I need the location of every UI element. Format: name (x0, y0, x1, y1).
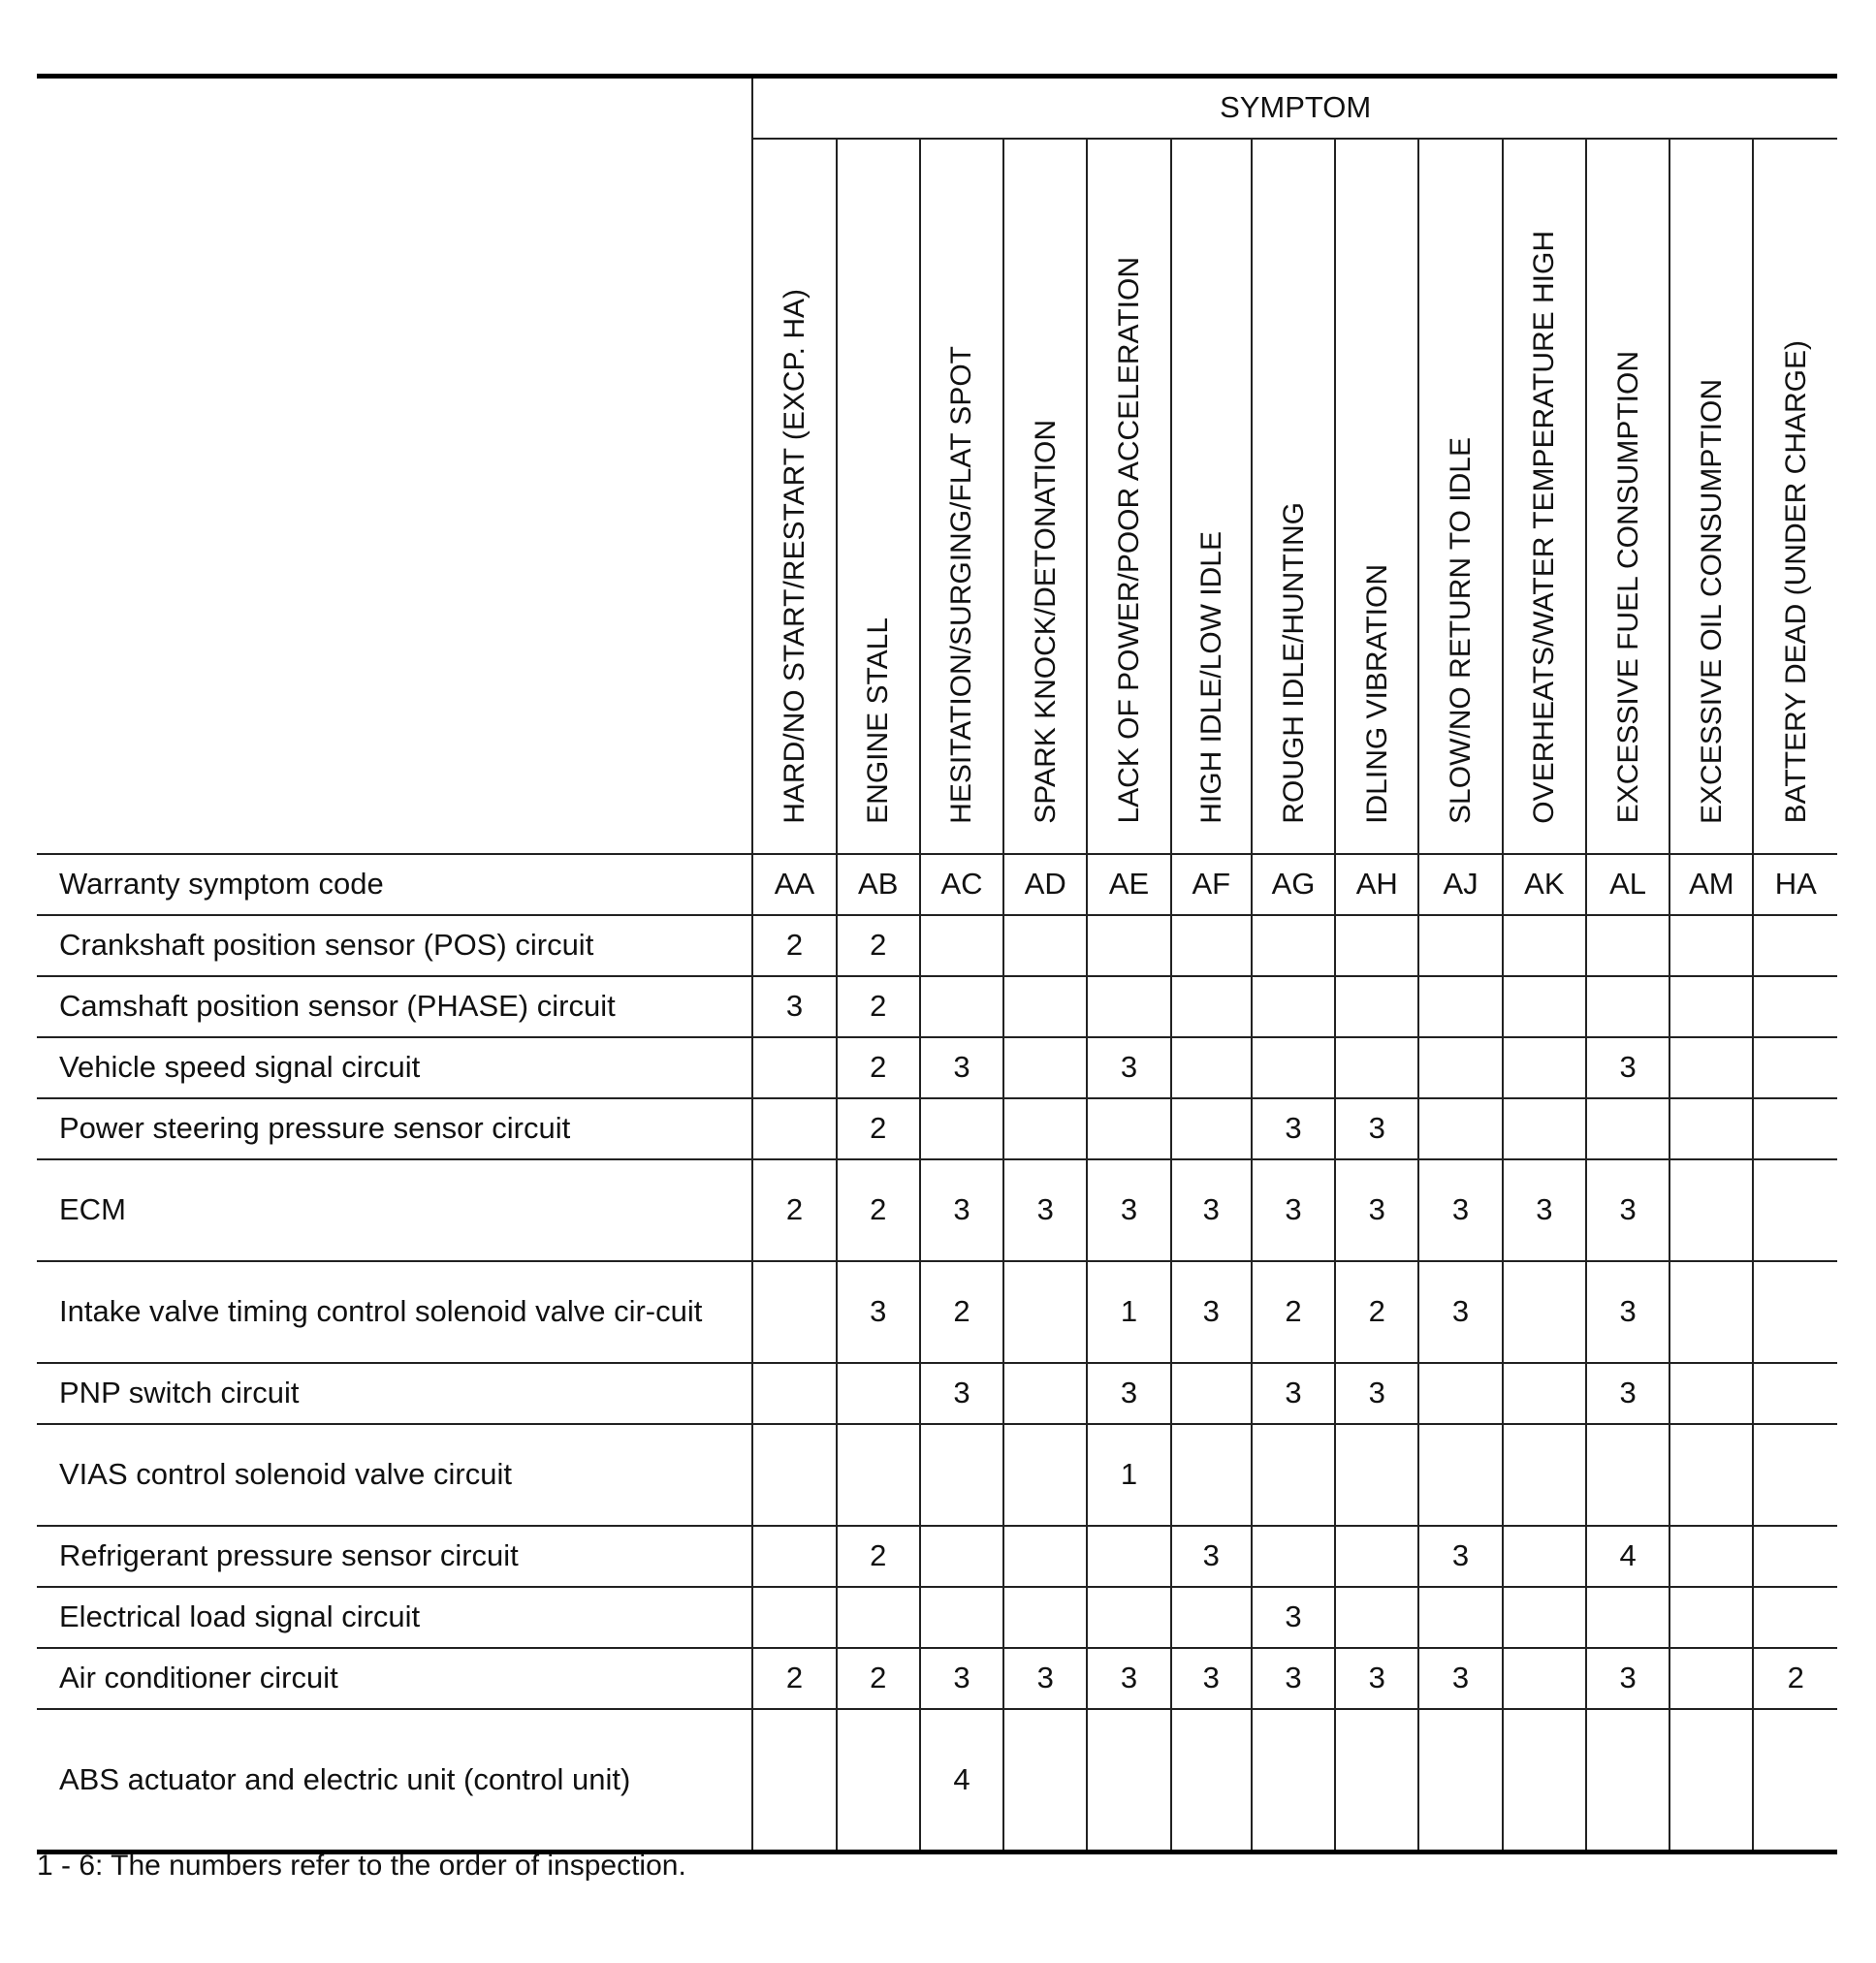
table-row (37, 1037, 1837, 1098)
inspection-order-cell (1087, 915, 1170, 976)
inspection-order-cell: 2 (837, 1526, 920, 1587)
symptom-name: EXCESSIVE OIL CONSUMPTION (1695, 378, 1728, 824)
symptom-name: IDLING VIBRATION (1360, 563, 1393, 824)
inspection-order-cell (1418, 915, 1502, 976)
inspection-order-cell (1669, 1261, 1753, 1363)
inspection-order-cell (1753, 915, 1837, 976)
inspection-order-cell (1335, 1037, 1418, 1098)
inspection-order-cell: 2 (837, 1648, 920, 1709)
footnote: 1 - 6: The numbers refer to the order of inspection. (37, 1850, 686, 1882)
row-label: VIAS control solenoid valve circuit (37, 1424, 752, 1526)
inspection-order-cell: 3 (1252, 1098, 1335, 1159)
inspection-order-cell (1503, 1424, 1586, 1526)
inspection-order-cell: 3 (1087, 1037, 1170, 1098)
inspection-order-cell (1669, 1424, 1753, 1526)
inspection-order-cell: 2 (837, 1037, 920, 1098)
symptom-name: HARD/NO START/RESTART (EXCP. HA) (778, 288, 811, 824)
inspection-order-cell (1586, 1709, 1669, 1852)
inspection-order-cell (920, 1098, 1003, 1159)
inspection-order-cell: 3 (1171, 1648, 1252, 1709)
inspection-order-cell: 2 (837, 1098, 920, 1159)
symptom-code: AM (1669, 854, 1753, 915)
inspection-order-cell: 3 (1418, 1261, 1502, 1363)
inspection-order-cell (1503, 1587, 1586, 1648)
symptom-header (1335, 139, 1418, 854)
inspection-order-cell (1171, 1098, 1252, 1159)
symptom-name: SPARK KNOCK/DETONATION (1029, 419, 1062, 824)
inspection-order-cell (837, 1363, 920, 1424)
symptom-name: HESITATION/SURGING/FLAT SPOT (945, 345, 978, 824)
inspection-order-cell: 3 (1586, 1363, 1669, 1424)
inspection-order-cell (837, 1424, 920, 1526)
inspection-order-cell (752, 1424, 836, 1526)
inspection-order-cell (1669, 1159, 1753, 1261)
inspection-order-cell: 3 (1171, 1526, 1252, 1587)
inspection-order-cell (1669, 976, 1753, 1037)
inspection-order-cell (920, 1526, 1003, 1587)
inspection-order-cell (1586, 1587, 1669, 1648)
symptom-name: EXCESSIVE FUEL CONSUMPTION (1611, 351, 1644, 824)
inspection-order-cell: 3 (1586, 1261, 1669, 1363)
table-row (37, 1587, 1837, 1648)
inspection-order-cell: 2 (1252, 1261, 1335, 1363)
warranty-code-row (37, 854, 1837, 915)
inspection-order-cell (1669, 1709, 1753, 1852)
inspection-order-cell (1669, 1648, 1753, 1709)
symptom-name: SLOW/NO RETURN TO IDLE (1445, 436, 1478, 824)
symptom-code: AL (1586, 854, 1669, 915)
inspection-order-cell: 3 (1418, 1648, 1502, 1709)
symptom-name: ENGINE STALL (862, 617, 895, 824)
inspection-order-cell (752, 1526, 836, 1587)
inspection-order-cell: 2 (752, 1159, 836, 1261)
inspection-order-cell (1335, 1526, 1418, 1587)
inspection-order-cell: 3 (1003, 1159, 1087, 1261)
inspection-order-cell (1753, 1424, 1837, 1526)
row-label: Vehicle speed signal circuit (37, 1037, 752, 1098)
inspection-order-cell (1003, 976, 1087, 1037)
symptom-name: BATTERY DEAD (UNDER CHARGE) (1779, 340, 1812, 824)
table-row (37, 1363, 1837, 1424)
inspection-order-cell (1252, 1526, 1335, 1587)
inspection-order-cell (1503, 1037, 1586, 1098)
inspection-order-cell (1753, 1709, 1837, 1852)
inspection-order-cell (1503, 1098, 1586, 1159)
inspection-order-cell (1252, 1037, 1335, 1098)
inspection-order-cell (752, 1363, 836, 1424)
symptom-name: OVERHEATS/WATER TEMPERATURE HIGH (1528, 230, 1561, 824)
inspection-order-cell (1003, 1587, 1087, 1648)
inspection-order-cell (1003, 1424, 1087, 1526)
inspection-order-cell (920, 1587, 1003, 1648)
inspection-order-cell (752, 1587, 836, 1648)
inspection-order-cell (1087, 1587, 1170, 1648)
inspection-order-cell: 3 (1087, 1648, 1170, 1709)
symptom-header (837, 139, 920, 854)
inspection-order-cell (1171, 1587, 1252, 1648)
symptom-code: AA (752, 854, 836, 915)
inspection-order-cell (1669, 1587, 1753, 1648)
inspection-order-cell (1252, 915, 1335, 976)
inspection-order-cell (1171, 1037, 1252, 1098)
inspection-order-cell (752, 1037, 836, 1098)
inspection-order-cell (1171, 1363, 1252, 1424)
inspection-order-cell: 3 (920, 1037, 1003, 1098)
symptom-group-row (37, 77, 1837, 140)
inspection-order-cell: 3 (1171, 1159, 1252, 1261)
symptom-code: HA (1753, 854, 1837, 915)
inspection-order-cell (1503, 1526, 1586, 1587)
inspection-order-cell (1252, 976, 1335, 1037)
inspection-order-cell (1171, 1709, 1252, 1852)
inspection-order-cell (1418, 1587, 1502, 1648)
inspection-order-cell: 3 (1335, 1098, 1418, 1159)
inspection-order-cell: 1 (1087, 1424, 1170, 1526)
inspection-order-cell (1503, 976, 1586, 1037)
corner-blank (37, 77, 752, 855)
symptom-code: AJ (1418, 854, 1502, 915)
symptom-header (1503, 139, 1586, 854)
symptom-code: AD (1003, 854, 1087, 915)
inspection-order-cell (1753, 1159, 1837, 1261)
inspection-order-cell (1003, 1363, 1087, 1424)
table-row (37, 1261, 1837, 1363)
inspection-order-cell: 2 (1753, 1648, 1837, 1709)
inspection-order-cell (1003, 915, 1087, 976)
inspection-order-cell (1418, 976, 1502, 1037)
inspection-order-cell (1418, 1037, 1502, 1098)
inspection-order-cell (1335, 1587, 1418, 1648)
diagnosis-matrix (37, 74, 1837, 1854)
inspection-order-cell: 4 (920, 1709, 1003, 1852)
inspection-order-cell: 3 (1586, 1159, 1669, 1261)
inspection-order-cell (1669, 1526, 1753, 1587)
inspection-order-cell: 4 (1586, 1526, 1669, 1587)
inspection-order-cell (1087, 1098, 1170, 1159)
row-label: PNP switch circuit (37, 1363, 752, 1424)
row-label: Electrical load signal circuit (37, 1587, 752, 1648)
inspection-order-cell: 3 (1087, 1159, 1170, 1261)
inspection-order-cell: 2 (837, 1159, 920, 1261)
inspection-order-cell (1503, 1648, 1586, 1709)
inspection-order-cell (1586, 1098, 1669, 1159)
row-label: Intake valve timing control solenoid valve cir-cuit (37, 1261, 752, 1363)
inspection-order-cell (1335, 915, 1418, 976)
inspection-order-cell (1753, 1261, 1837, 1363)
inspection-order-cell: 3 (1586, 1648, 1669, 1709)
inspection-order-cell (1586, 915, 1669, 976)
inspection-order-cell: 3 (920, 1159, 1003, 1261)
symptom-code: AG (1252, 854, 1335, 915)
inspection-order-cell (1171, 976, 1252, 1037)
inspection-order-cell: 3 (1252, 1363, 1335, 1424)
inspection-order-cell (1003, 1709, 1087, 1852)
table-row (37, 1159, 1837, 1261)
inspection-order-cell (920, 915, 1003, 976)
inspection-order-cell (1669, 1363, 1753, 1424)
inspection-order-cell (1753, 1037, 1837, 1098)
inspection-order-cell: 3 (1003, 1648, 1087, 1709)
table-row (37, 1648, 1837, 1709)
inspection-order-cell: 2 (837, 915, 920, 976)
row-label: Refrigerant pressure sensor circuit (37, 1526, 752, 1587)
inspection-order-cell (1753, 1363, 1837, 1424)
inspection-order-cell (1503, 1709, 1586, 1852)
table-row (37, 976, 1837, 1037)
inspection-order-cell: 3 (1335, 1159, 1418, 1261)
symptom-header (752, 139, 836, 854)
inspection-order-cell: 3 (1171, 1261, 1252, 1363)
table-row (37, 1526, 1837, 1587)
inspection-order-cell (1252, 1424, 1335, 1526)
symptom-code: AE (1087, 854, 1170, 915)
inspection-order-cell: 3 (1252, 1648, 1335, 1709)
inspection-order-cell: 2 (920, 1261, 1003, 1363)
symptom-header (1087, 139, 1170, 854)
inspection-order-cell (1586, 1424, 1669, 1526)
symptom-header (920, 139, 1003, 854)
inspection-order-cell (920, 1424, 1003, 1526)
inspection-order-cell: 3 (1335, 1648, 1418, 1709)
inspection-order-cell (920, 976, 1003, 1037)
inspection-order-cell: 2 (752, 915, 836, 976)
symptom-header (1418, 139, 1502, 854)
inspection-order-cell: 3 (920, 1648, 1003, 1709)
inspection-order-cell (1252, 1709, 1335, 1852)
inspection-order-cell: 3 (1418, 1159, 1502, 1261)
inspection-order-cell (752, 1098, 836, 1159)
inspection-order-cell: 3 (752, 976, 836, 1037)
inspection-order-cell (837, 1709, 920, 1852)
inspection-order-cell (1003, 1037, 1087, 1098)
inspection-order-cell (1171, 915, 1252, 976)
inspection-order-cell: 2 (837, 976, 920, 1037)
inspection-order-cell (752, 1261, 836, 1363)
inspection-order-cell (1753, 1098, 1837, 1159)
inspection-order-cell (1003, 1526, 1087, 1587)
inspection-order-cell (1418, 1709, 1502, 1852)
symptom-header (1003, 139, 1087, 854)
inspection-order-cell: 3 (1335, 1363, 1418, 1424)
symptom-code: AC (920, 854, 1003, 915)
symptom-name: HIGH IDLE/LOW IDLE (1194, 530, 1227, 824)
inspection-order-cell (1418, 1098, 1502, 1159)
row-label: Crankshaft position sensor (POS) circuit (37, 915, 752, 976)
symptom-name: LACK OF POWER/POOR ACCELERATION (1113, 257, 1145, 824)
table-row (37, 1709, 1837, 1852)
inspection-order-cell (1503, 1363, 1586, 1424)
inspection-order-cell: 2 (1335, 1261, 1418, 1363)
inspection-order-cell (1418, 1424, 1502, 1526)
table-body (37, 854, 1837, 1852)
inspection-order-cell (1171, 1424, 1252, 1526)
inspection-order-cell (1335, 1424, 1418, 1526)
row-label: Power steering pressure sensor circuit (37, 1098, 752, 1159)
inspection-order-cell (1669, 1098, 1753, 1159)
inspection-order-cell (1003, 1098, 1087, 1159)
inspection-order-cell (837, 1587, 920, 1648)
inspection-order-cell: 3 (1503, 1159, 1586, 1261)
row-label: ECM (37, 1159, 752, 1261)
table-row (37, 915, 1837, 976)
table-row (37, 1098, 1837, 1159)
row-label: ABS actuator and electric unit (control unit) (37, 1709, 752, 1852)
symptom-header (1171, 139, 1252, 854)
symptom-code: AB (837, 854, 920, 915)
inspection-order-cell (1753, 976, 1837, 1037)
inspection-order-cell: 3 (837, 1261, 920, 1363)
inspection-order-cell (1753, 1526, 1837, 1587)
inspection-order-cell (1087, 1709, 1170, 1852)
symptom-header (1586, 139, 1669, 854)
inspection-order-cell: 3 (1252, 1159, 1335, 1261)
symptom-table (37, 74, 1837, 1854)
symptom-group-header: SYMPTOM (752, 77, 1837, 140)
inspection-order-cell: 3 (1418, 1526, 1502, 1587)
inspection-order-cell: 3 (1252, 1587, 1335, 1648)
inspection-order-cell (1418, 1363, 1502, 1424)
inspection-order-cell (1003, 1261, 1087, 1363)
inspection-order-cell (752, 1709, 836, 1852)
inspection-order-cell: 3 (1586, 1037, 1669, 1098)
inspection-order-cell (1503, 915, 1586, 976)
symptom-code: AF (1171, 854, 1252, 915)
row-label: Warranty symptom code (37, 854, 752, 915)
row-label: Air conditioner circuit (37, 1648, 752, 1709)
inspection-order-cell (1503, 1261, 1586, 1363)
inspection-order-cell (1335, 976, 1418, 1037)
inspection-order-cell (1753, 1587, 1837, 1648)
inspection-order-cell: 1 (1087, 1261, 1170, 1363)
inspection-order-cell (1335, 1709, 1418, 1852)
symptom-name: ROUGH IDLE/HUNTING (1277, 502, 1310, 824)
symptom-header (1252, 139, 1335, 854)
inspection-order-cell: 2 (752, 1648, 836, 1709)
inspection-order-cell (1087, 1526, 1170, 1587)
row-label: Camshaft position sensor (PHASE) circuit (37, 976, 752, 1037)
symptom-header (1669, 139, 1753, 854)
inspection-order-cell (1087, 976, 1170, 1037)
symptom-code: AK (1503, 854, 1586, 915)
inspection-order-cell: 3 (920, 1363, 1003, 1424)
inspection-order-cell (1586, 976, 1669, 1037)
symptom-header (1753, 139, 1837, 854)
symptom-code: AH (1335, 854, 1418, 915)
inspection-order-cell (1669, 1037, 1753, 1098)
inspection-order-cell (1669, 915, 1753, 976)
inspection-order-cell: 3 (1087, 1363, 1170, 1424)
table-row (37, 1424, 1837, 1526)
